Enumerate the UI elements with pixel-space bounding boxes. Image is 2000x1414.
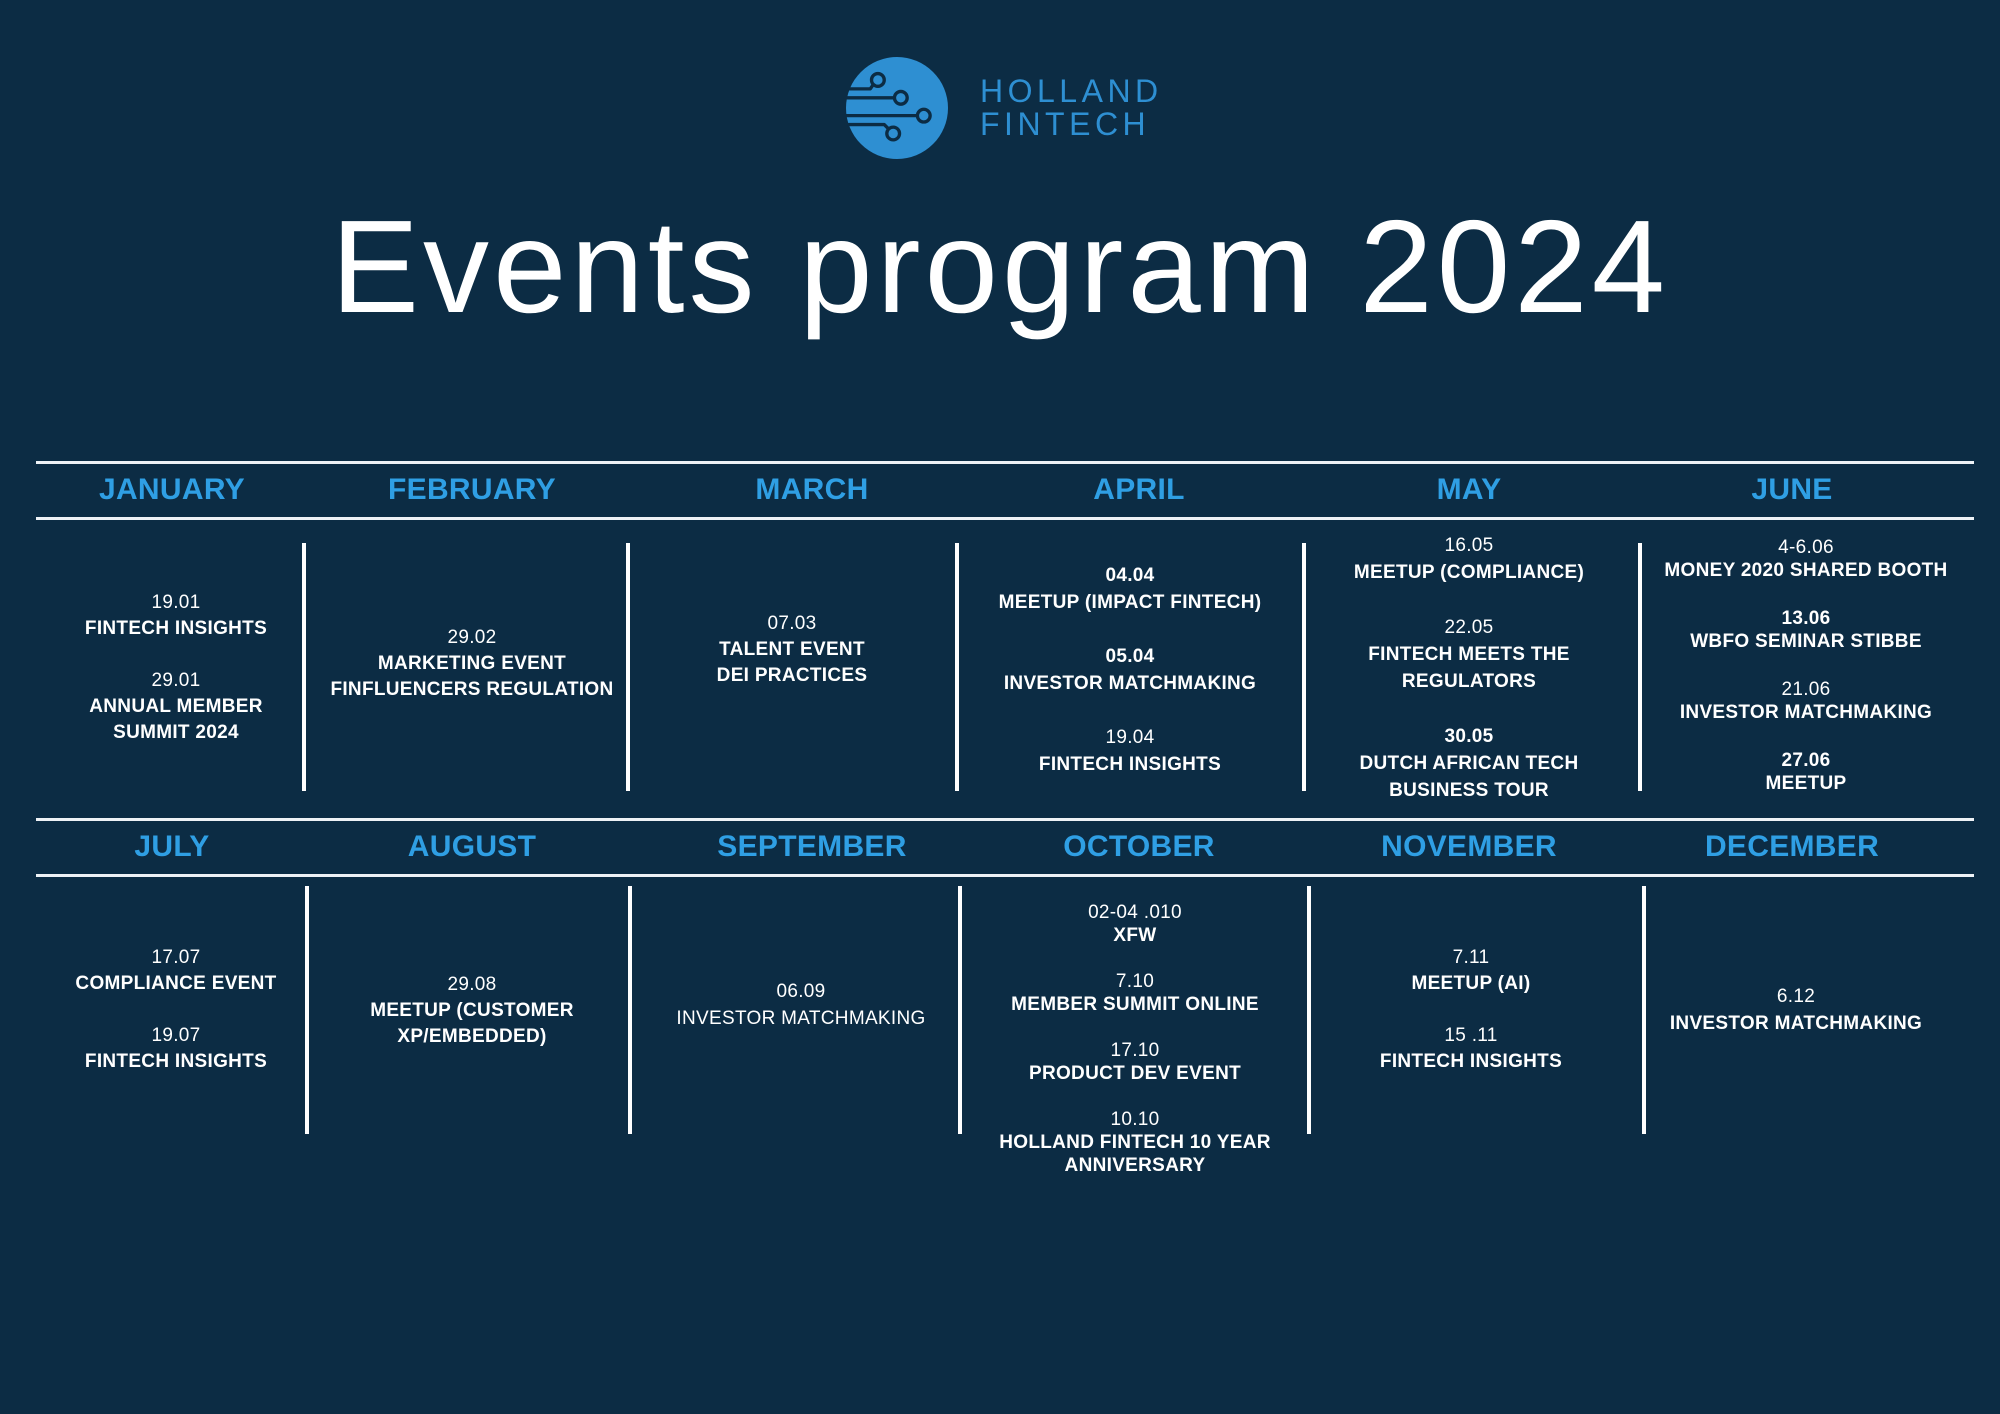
event-date: 27.06	[1781, 749, 1831, 771]
event-date: 21.06	[1781, 678, 1831, 700]
event-title: REGULATORS	[1401, 671, 1537, 692]
event-title: INVESTOR MATCHMAKING	[1669, 1013, 1923, 1034]
event-date: 30.05	[1444, 726, 1494, 747]
logo-wordmark-line1: HOLLAND	[980, 73, 1163, 109]
event-date: 22.05	[1444, 617, 1494, 638]
event	[1004, 643, 1256, 697]
event	[676, 978, 925, 1032]
event-title: MONEY 2020 SHARED BOOTH	[1664, 559, 1948, 581]
month-cell-april	[960, 520, 1300, 820]
event-title: TALENT EVENT	[719, 639, 865, 660]
page-title: Events program 2024	[330, 193, 1670, 340]
event-date: 6.12	[1776, 986, 1816, 1007]
event-title: ANNIVERSARY	[1064, 1155, 1206, 1176]
event-date: 7.11	[1452, 947, 1490, 968]
event-title: FINFLUENCERS REGULATION	[330, 679, 614, 700]
month-cell-january	[6, 518, 346, 818]
event-title: INVESTOR MATCHMAKING	[676, 1008, 926, 1029]
event-date: 19.04	[1105, 727, 1155, 748]
event-title: FINTECH INSIGHTS	[1038, 754, 1222, 775]
event-title: MEMBER SUMMIT ONLINE	[1011, 994, 1259, 1015]
event-title: XFW	[1113, 925, 1157, 946]
event	[1368, 614, 1569, 695]
logo-wordmark-line2: FINTECH	[980, 106, 1151, 142]
event-title: INVESTOR MATCHMAKING	[1003, 673, 1257, 694]
month-cell-december	[1626, 860, 1966, 1160]
event-title: DUTCH AFRICAN TECH	[1359, 753, 1579, 774]
event	[1029, 1039, 1241, 1085]
event	[717, 611, 868, 689]
event-title: BUSINESS TOUR	[1389, 780, 1549, 801]
event	[1690, 607, 1922, 653]
event	[1411, 945, 1530, 997]
event	[1664, 536, 1947, 582]
event-date: 16.05	[1444, 535, 1494, 556]
event-title: COMPLIANCE EVENT	[75, 973, 277, 994]
event	[999, 1108, 1271, 1177]
month-cell-june	[1636, 515, 1976, 815]
event-title: MEETUP (AI)	[1411, 973, 1531, 994]
event	[370, 972, 574, 1050]
month-header-november: NOVEMBER	[1381, 830, 1557, 863]
event-title: FINTECH MEETS THE	[1368, 644, 1570, 665]
event-title: FINTECH INSIGHTS	[84, 1051, 268, 1072]
event-date: 06.09	[776, 981, 826, 1002]
event-title: HOLLAND FINTECH 10 YEAR	[999, 1132, 1271, 1153]
event-date: 05.04	[1105, 646, 1155, 667]
event-title: FINTECH INSIGHTS	[84, 618, 268, 639]
event	[85, 590, 267, 642]
month-cell-march	[622, 500, 962, 800]
event	[1039, 724, 1221, 778]
month-cell-september	[631, 855, 971, 1155]
event-title: XP/EMBEDDED)	[397, 1026, 547, 1047]
event	[1360, 723, 1579, 804]
event-date: 04.04	[1105, 565, 1155, 586]
event	[1680, 678, 1932, 724]
event-title: MEETUP (CUSTOMER	[370, 1000, 574, 1021]
month-cell-october	[965, 889, 1305, 1189]
event-date: 29.08	[447, 974, 497, 995]
event	[1380, 1023, 1562, 1075]
event-date: 29.01	[151, 670, 201, 691]
event	[1354, 532, 1584, 586]
month-header-october: OCTOBER	[1063, 830, 1215, 863]
event-date: 13.06	[1781, 607, 1831, 629]
month-header-may: MAY	[1436, 473, 1502, 506]
event	[999, 562, 1262, 616]
event-title: MEETUP (COMPLIANCE)	[1353, 562, 1585, 583]
event-title: MEETUP	[1765, 772, 1847, 794]
event-date: 02-04 .010	[1088, 902, 1182, 923]
month-header-june: JUNE	[1751, 473, 1833, 506]
event-title: MARKETING EVENT	[377, 653, 567, 674]
event-date: 7.10	[1115, 971, 1155, 992]
event	[1670, 983, 1922, 1037]
event-date: 17.10	[1110, 1040, 1160, 1061]
event-title: PRODUCT DEV EVENT	[1028, 1063, 1241, 1084]
event-title: SUMMIT 2024	[113, 722, 239, 743]
event-title: WBFO SEMINAR STIBBE	[1690, 630, 1922, 652]
event-title: MEETUP (IMPACT FINTECH)	[998, 592, 1262, 613]
event-date: 15 .11	[1444, 1025, 1498, 1046]
event-title: INVESTOR MATCHMAKING	[1679, 701, 1933, 723]
row1-header-rule-top	[36, 461, 1974, 464]
month-cell-august	[302, 861, 642, 1161]
event-title: ANNUAL MEMBER	[89, 696, 263, 717]
month-cell-february	[302, 514, 642, 814]
month-cell-may	[1299, 518, 1639, 818]
event	[1088, 901, 1182, 947]
event	[1011, 970, 1259, 1016]
month-cell-november	[1301, 860, 1641, 1160]
month-header-july: JULY	[134, 830, 210, 863]
event	[89, 668, 263, 746]
event	[75, 945, 276, 997]
event	[85, 1023, 267, 1075]
event	[330, 625, 613, 703]
month-header-january: JANUARY	[98, 473, 245, 506]
month-header-september: SEPTEMBER	[717, 830, 907, 863]
event-date: 10.10	[1110, 1109, 1160, 1130]
month-header-april: APRIL	[1093, 473, 1185, 506]
circuit-logo-icon	[846, 57, 948, 159]
event-date: 4-6.06	[1778, 536, 1834, 558]
month-header-december: DECEMBER	[1704, 830, 1880, 863]
event-title: FINTECH INSIGHTS	[1379, 1051, 1563, 1072]
event-date: 29.02	[447, 627, 497, 648]
event-date: 17.07	[151, 947, 201, 968]
month-header-august: AUGUST	[407, 830, 537, 863]
event-date: 19.01	[151, 592, 201, 613]
event	[1766, 749, 1847, 795]
month-cell-july	[6, 860, 346, 1160]
event-title: DEI PRACTICES	[716, 665, 868, 686]
month-header-march: MARCH	[755, 473, 869, 506]
event-date: 07.03	[767, 613, 817, 634]
month-header-february: FEBRUARY	[388, 473, 556, 506]
event-date: 19.07	[151, 1025, 201, 1046]
